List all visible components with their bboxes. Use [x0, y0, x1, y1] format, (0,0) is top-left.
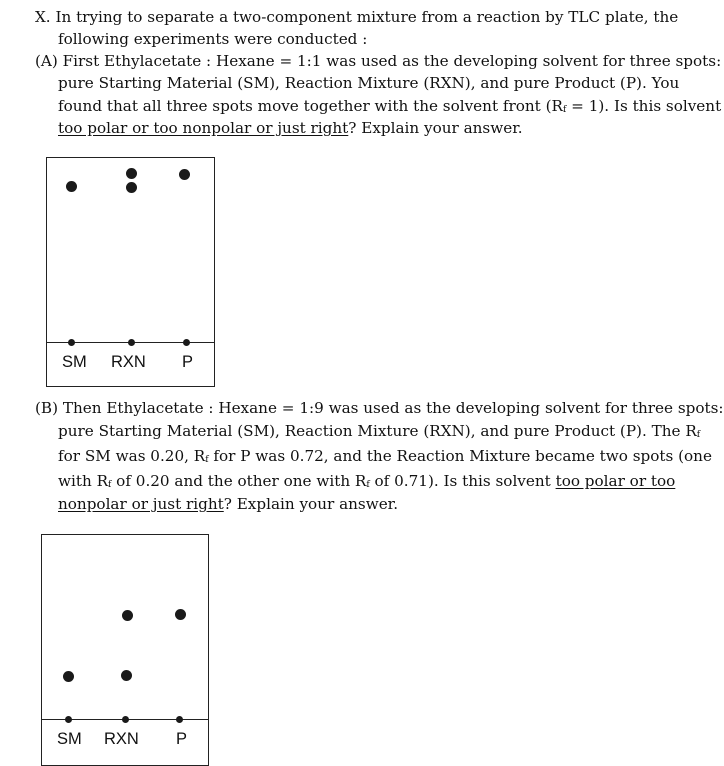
part-b-line-4: [58, 471, 675, 495]
part-b-line-5-end: ? Explain your answer.: [223, 495, 399, 513]
part-a-line-2: pure Starting Material (SM), Reaction Mixture (RXN), and pure Product (P). You: [58, 74, 680, 92]
plate-b-lane-p: P: [176, 730, 188, 748]
plate-b-spot-sm: [63, 671, 74, 682]
part-a-line-4: [58, 118, 523, 138]
tlc-plate-b: [41, 534, 209, 766]
rf-subscript: f: [696, 430, 701, 440]
part-b-line-4-mid: of 0.20 and the other one with R: [111, 472, 367, 490]
plate-a-spot-p: [179, 169, 190, 180]
tlc-plate-a: [46, 157, 215, 387]
part-b-line-4-end: of 0.71). Is this solvent: [369, 472, 556, 490]
rf-subscript: f: [562, 105, 567, 115]
part-b-choice-underlined: too polar or too: [555, 472, 676, 490]
part-a-line-3-end: = 1). Is this solvent: [566, 97, 722, 115]
part-b-line-3: [58, 446, 712, 470]
part-a-line-4-end: ? Explain your answer.: [348, 119, 523, 137]
plate-a-origin-sm: [68, 339, 75, 346]
plate-b-spot-rxn-upper: [122, 610, 133, 621]
part-a-choice-underlined: too polar or too nonpolar or just right: [58, 119, 349, 137]
part-b-line-3-end: for P was 0.72, and the Reaction Mixture became two spots (one: [208, 447, 712, 465]
plate-a-spot-rxn-upper: [126, 168, 137, 179]
part-a-line-3: [58, 96, 721, 120]
plate-a-lane-rxn: RXN: [111, 353, 146, 371]
part-b-line-4-text: with R: [58, 472, 109, 490]
part-a-line-3-text: found that all three spots move together with the solvent front (R: [58, 97, 563, 115]
plate-b-spot-rxn-lower: [121, 670, 132, 681]
part-b-line-2: [58, 421, 700, 445]
part-b-line-3-text: for SM was 0.20, R: [58, 447, 206, 465]
question-line-1: X. In trying to separate a two-component mixture from a reaction by TLC plate, the: [35, 8, 679, 26]
rf-subscript: f: [205, 455, 209, 465]
question-line-2: following experiments were conducted :: [58, 30, 368, 48]
part-b-line-2-text: pure Starting Material (SM), Reaction Mixture (RXN), and pure Product (P). The R: [58, 422, 697, 440]
plate-a-origin-rxn: [128, 339, 135, 346]
part-b-line-1: (B) Then Ethylacetate : Hexane = 1:9 was used as the developing solvent for three spots:: [35, 399, 724, 417]
plate-a-spot-sm: [66, 181, 77, 192]
plate-a-lane-sm: SM: [62, 353, 87, 371]
plate-b-lane-sm: SM: [57, 730, 82, 748]
plate-b-origin-p: [176, 716, 183, 723]
plate-a-origin-p: [183, 339, 190, 346]
rf-subscript: f: [366, 480, 370, 490]
part-b-choice-underlined-cont: nonpolar or just right: [58, 495, 224, 513]
plate-b-spot-p: [175, 609, 186, 620]
part-b-line-5: [58, 494, 398, 514]
plate-b-origin-sm: [65, 716, 72, 723]
part-a-line-1: (A) First Ethylacetate : Hexane = 1:1 was used as the developing solvent for three spots:: [35, 52, 722, 70]
rf-subscript: f: [108, 480, 112, 490]
plate-b-origin-rxn: [122, 716, 129, 723]
plate-b-lane-rxn: RXN: [104, 730, 139, 748]
plate-a-spot-rxn-lower: [126, 182, 137, 193]
plate-a-lane-p: P: [182, 353, 194, 371]
